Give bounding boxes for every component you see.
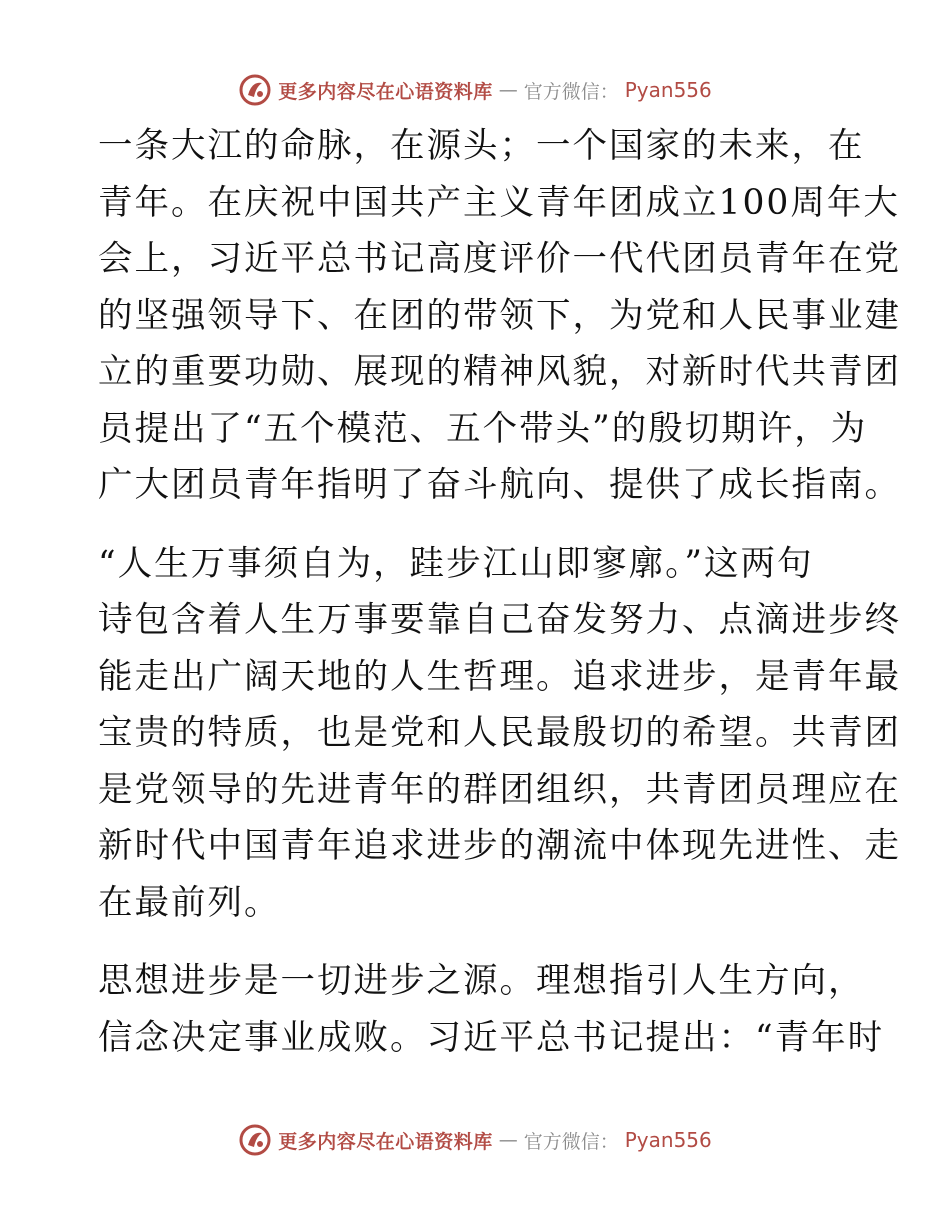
text-line: 一条大江的命脉，在源头；一个国家的未来，在 [98, 126, 865, 166]
footer-banner [0, 1120, 950, 1160]
paragraph-2 [98, 536, 901, 932]
banner-wechat-id: Pyan556 [624, 78, 712, 102]
banner-site-text: 更多内容尽在心语资料库 [278, 80, 493, 103]
header-banner [0, 70, 950, 110]
text-line: 青年。在庆祝中国共产主义青年团成立100周年大 [98, 182, 900, 223]
text-line: 思想进步是一切进步之源。理想指引人生方向， [98, 961, 865, 1001]
banner-site-text: 更多内容尽在心语资料库 [278, 1130, 493, 1153]
paragraph-3 [98, 953, 885, 1066]
document-body [98, 118, 901, 1088]
text-line: 新时代中国青年追求进步的潮流中体现先进性、走 [98, 826, 901, 866]
text-line: 立的重要功勋、展现的精神风貌，对新时代共青团 [98, 352, 901, 392]
banner-dash: — [498, 1129, 518, 1151]
text-line: 宝贵的特质，也是党和人民最殷切的希望。共青团 [98, 713, 901, 753]
text-line: 会上，习近平总书记高度评价一代代团员青年在党 [98, 239, 901, 279]
banner-wechat-label: 官方微信： [523, 80, 619, 103]
text-line: “人生万事须自为，跬步江山即寥廓。”这两句 [98, 543, 814, 584]
text-line: 的坚强领导下、在团的带领下，为党和人民事业建 [98, 295, 901, 336]
text-line: 诗包含着人生万事要靠自己奋发努力、点滴进步终 [98, 600, 901, 640]
banner-wechat-label: 官方微信： [523, 1130, 619, 1153]
banner-wechat-id: Pyan556 [624, 1128, 712, 1152]
text-line: 广大团员青年指明了奋斗航向、提供了成长指南。 [98, 465, 901, 505]
text-line: 是党领导的先进青年的群团组织，共青团员理应在 [98, 769, 901, 810]
logo-icon [238, 1123, 272, 1157]
logo-icon [238, 73, 272, 107]
text-line: 能走出广阔天地的人生哲理。追求进步，是青年最 [98, 656, 901, 697]
text-line: 在最前列。 [98, 882, 281, 923]
text-line: 员提出了“五个模范、五个带头”的殷切期许，为 [98, 408, 868, 449]
banner-dash: — [498, 79, 518, 101]
paragraph-1 [98, 118, 901, 514]
text-line: 信念决定事业成败。习近平总书记提出：“青年时 [98, 1017, 885, 1058]
